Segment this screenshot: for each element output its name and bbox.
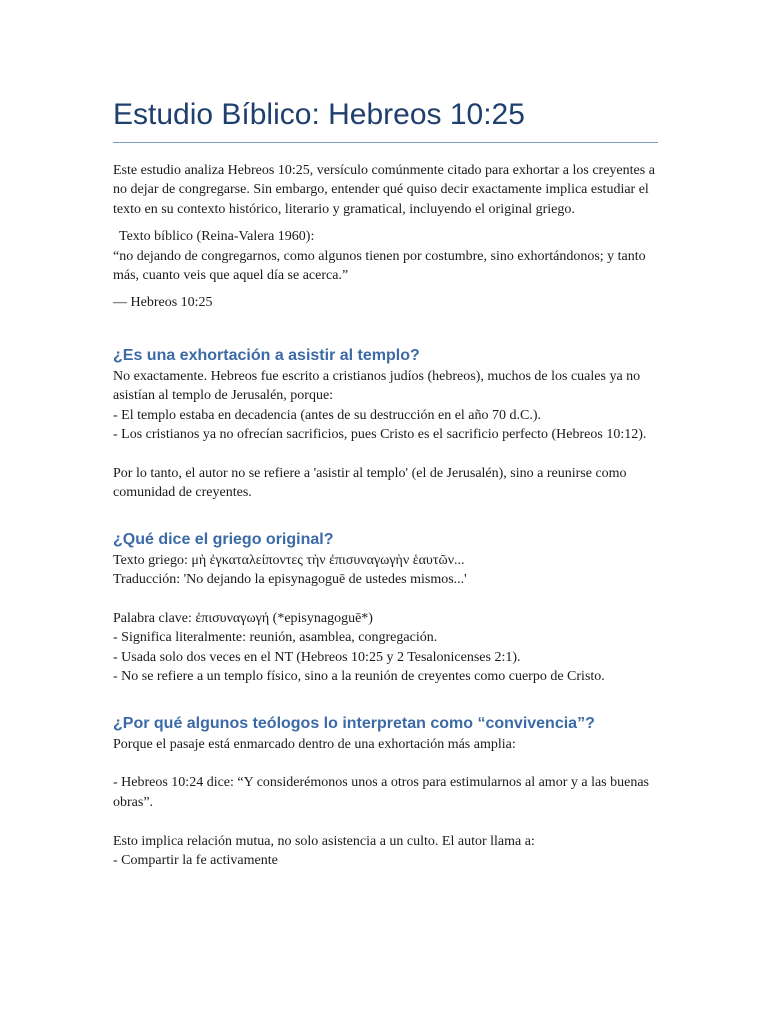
document-body bbox=[113, 96, 658, 870]
verse-text: “no dejando de congregarnos, como algunos tienen por costumbre, sino exhortándonos; y tanto más, cuanto veis que aquel día se acerca.” bbox=[113, 248, 646, 284]
intro-paragraph: Este estudio analiza Hebreos 10:25, versículo comúnmente citado para exhortar a los creyentes a no dejar de congregarse. Sin embargo, entender qué quiso decir exactamente implica estudiar el texto en su contexto histórico, literario y gramatical, incluyendo el original griego. bbox=[113, 163, 655, 217]
verse-reference: — Hebreos 10:25 bbox=[113, 295, 213, 311]
section-convivencia-paragraph: Porque el pasaje está enmarcado dentro de una exhortación más amplia: bbox=[113, 736, 516, 752]
verse-label: Texto bíblico (Reina-Valera 1960): bbox=[119, 229, 315, 245]
section-templo-paragraph: No exactamente. Hebreos fue escrito a cristianos judíos (hebreos), muchos de los cuales ya no asistían al templo de Jerusalén, porque: bbox=[113, 368, 641, 404]
section-griego-bullet: - No se refiere a un templo físico, sino a la reunión de creyentes como cuerpo de Cristo. bbox=[113, 669, 605, 685]
section-heading-griego: ¿Qué dice el griego original? bbox=[113, 530, 334, 548]
section-templo-conclusion: Por lo tanto, el autor no se refiere a 'asistir al templo' (el de Jerusalén), sino a reunirse como comunidad de creyentes. bbox=[113, 465, 627, 501]
keyword-text: Palabra clave: ἐπισυναγωγή (*episynagoguē*) bbox=[113, 610, 373, 626]
section-griego-bullet: - Significa literalmente: reunión, asamblea, congregación. bbox=[113, 630, 438, 646]
section-templo-bullet: - El templo estaba en decadencia (antes de su destrucción en el año 70 d.C.). bbox=[113, 407, 542, 423]
section-templo-bullet: - Los cristianos ya no ofrecían sacrificios, pues Cristo es el sacrificio perfecto (Hebreos 10:12). bbox=[113, 427, 647, 443]
translation-text: Traducción: 'No dejando la episynagoguē de ustedes mismos...' bbox=[113, 572, 467, 588]
greek-text: Texto griego: μὴ ἐγκαταλείποντες τὴν ἐπισυναγωγὴν ἑαυτῶν... bbox=[113, 552, 465, 568]
section-heading-convivencia: ¿Por qué algunos teólogos lo interpretan como “convivencia”? bbox=[113, 714, 595, 732]
section-convivencia-paragraph: Esto implica relación mutua, no solo asistencia a un culto. El autor llama a: bbox=[113, 833, 535, 849]
section-heading-templo: ¿Es una exhortación a asistir al templo? bbox=[113, 346, 420, 364]
section-convivencia-bullet: - Compartir la fe activamente bbox=[113, 852, 278, 868]
section-convivencia-bullet: - Hebreos 10:24 dice: “Y considerémonos unos a otros para estimularnos al amor y a las buenas obras”. bbox=[113, 775, 649, 810]
document-title: Estudio Bíblico: Hebreos 10:25 bbox=[113, 96, 658, 143]
section-griego-bullet: - Usada solo dos veces en el NT (Hebreos 10:25 y 2 Tesalonicenses 2:1). bbox=[113, 649, 521, 665]
